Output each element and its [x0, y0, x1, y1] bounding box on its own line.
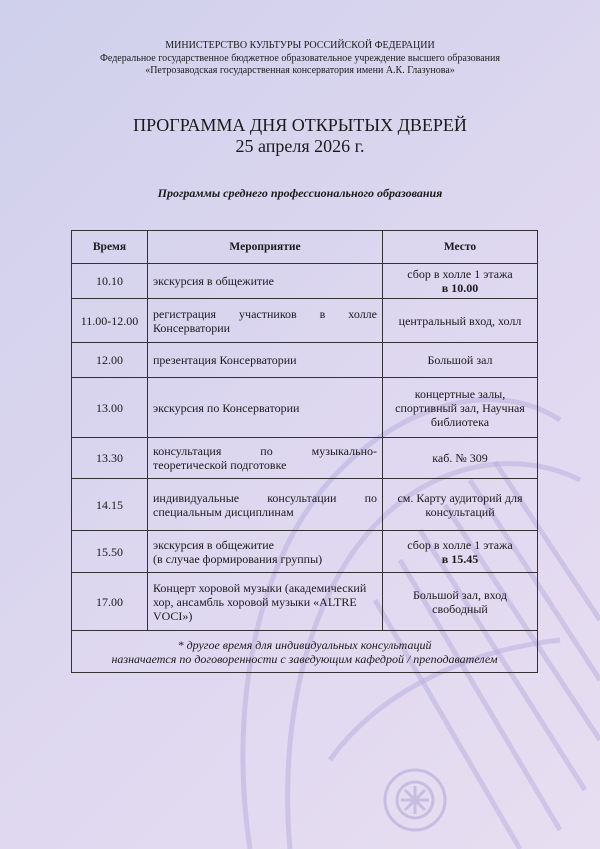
ministry-name: МИНИСТЕРСТВО КУЛЬТУРЫ РОССИЙСКОЙ ФЕДЕРАЦИИ	[165, 40, 435, 51]
row-place: Большой зал	[383, 343, 538, 378]
table-row	[72, 343, 538, 378]
row-place: Большой зал, вход свободный	[383, 573, 538, 631]
row-place: см. Карту аудиторий для консультаций	[383, 479, 538, 531]
row-event	[148, 531, 383, 573]
place-time: в 15.45	[441, 551, 479, 566]
institution-name: «Петрозаводская государственная консерватория имени А.К. Глазунова»	[145, 65, 455, 76]
footnote-line2: назначается по договоренности с заведующим кафедрой / преподавателем	[111, 651, 498, 666]
table-note-row	[72, 631, 538, 673]
row-event: экскурсия по Консерватории	[148, 378, 383, 438]
table-header-row	[72, 231, 538, 264]
place-text: сбор в холле 1 этажа	[407, 267, 513, 281]
program-subtitle: Программы среднего профессионального образования	[157, 186, 443, 200]
row-time: 11.00-12.00	[72, 299, 148, 343]
table-row	[72, 438, 538, 479]
row-event: индивидуальные консультации по специальным дисциплинам	[148, 479, 383, 531]
row-time: 14.15	[72, 479, 148, 531]
event-text: экскурсия в общежитие	[153, 537, 274, 552]
row-event: консультация по музыкально-теоретической подготовке	[148, 438, 383, 479]
row-place: каб. № 309	[383, 438, 538, 479]
table-footnote	[72, 631, 538, 673]
table-row	[72, 299, 538, 343]
row-time: 13.30	[72, 438, 148, 479]
header-place: Место	[383, 231, 538, 264]
row-time: 10.10	[72, 264, 148, 299]
page-title	[0, 115, 600, 157]
title-main: ПРОГРАММА ДНЯ ОТКРЫТЫХ ДВЕРЕЙ	[133, 115, 467, 135]
row-event: экскурсия в общежитие	[148, 264, 383, 299]
table-row	[72, 531, 538, 573]
table-row	[72, 479, 538, 531]
row-place: концертные залы, спортивный зал, Научная библиотека	[383, 378, 538, 438]
header-time: Время	[72, 231, 148, 264]
event-condition: (в случае формирования группы)	[153, 551, 323, 566]
place-text: сбор в холле 1 этажа	[407, 537, 513, 552]
row-event: презентация Консерватории	[148, 343, 383, 378]
header-event: Мероприятие	[148, 231, 383, 264]
table-row	[72, 573, 538, 631]
place-time: в 10.00	[441, 281, 479, 295]
table-row	[72, 264, 538, 299]
row-time: 15.50	[72, 531, 148, 573]
title-date: 25 апреля 2026 г.	[235, 136, 365, 156]
row-place	[383, 531, 538, 573]
row-event: Концерт хоровой музыки (академический хор, ансамбль хоровой музыки «ALTRE VOCI»)	[148, 573, 383, 631]
row-time: 17.00	[72, 573, 148, 631]
institution-type: Федеральное государственное бюджетное образовательное учреждение высшего образования	[100, 52, 500, 64]
footnote-line1: * другое время для индивидуальных консультаций	[177, 637, 432, 652]
row-place: центральный вход, холл	[383, 299, 538, 343]
schedule-table	[71, 230, 538, 673]
row-time: 12.00	[72, 343, 148, 378]
table-row	[72, 378, 538, 438]
row-place	[383, 264, 538, 299]
row-time: 13.00	[72, 378, 148, 438]
ministry-header	[0, 40, 600, 78]
row-event: регистрация участников в холле Консерватории	[148, 299, 383, 343]
